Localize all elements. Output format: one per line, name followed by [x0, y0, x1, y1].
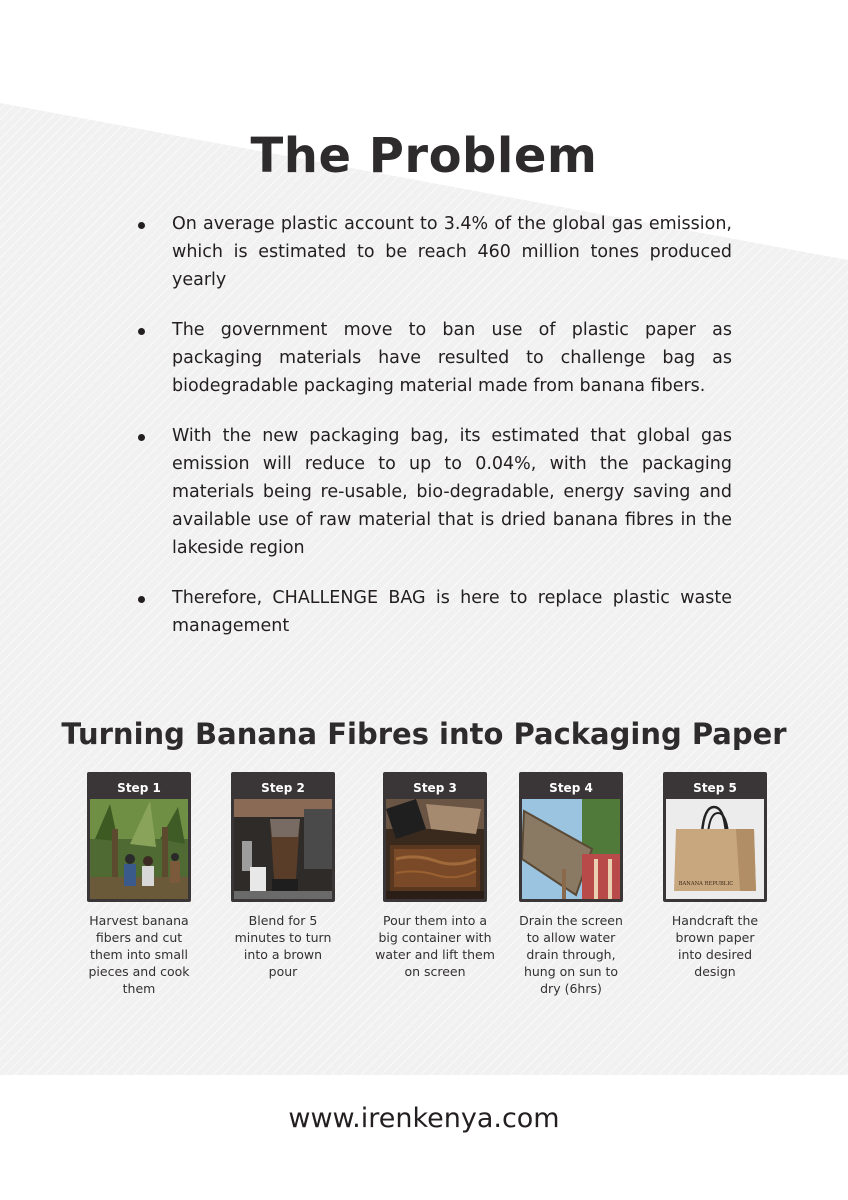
step-card — [231, 772, 335, 902]
bullet-dot — [138, 222, 145, 229]
paper-bag-photo — [666, 799, 764, 899]
step-card — [87, 772, 191, 902]
harvest-photo — [90, 799, 188, 899]
list-item — [132, 316, 732, 400]
step-label: Step 2 — [261, 781, 305, 795]
list-item — [132, 584, 732, 640]
process-step-2 — [230, 772, 336, 980]
website-url[interactable]: www.irenkenya.com — [288, 1103, 560, 1134]
bullet-text: On average plastic account to 3.4% of the global gas emission, which is estimated to be reach 460 million tones produced yearly — [172, 214, 732, 290]
blender-photo — [234, 799, 332, 899]
bullet-text: The government move to ban use of plastic paper as packaging materials have resulted to challenge bag as biodegradable packaging material made from banana fibers. — [172, 320, 732, 396]
step-label: Step 1 — [117, 781, 161, 795]
list-item — [132, 422, 732, 562]
step-label: Step 4 — [549, 781, 593, 795]
step-caption: Harvest banana fibers and cut them into small pieces and cook them — [88, 913, 190, 996]
step-card — [663, 772, 767, 902]
step-label: Step 5 — [693, 781, 737, 795]
process-step-1 — [86, 772, 192, 997]
step-caption: Handcraft the brown paper into desired design — [671, 913, 759, 979]
page-title: The Problem — [250, 128, 598, 184]
pouring-photo — [386, 799, 484, 899]
step-label: Step 3 — [413, 781, 457, 795]
step-caption: Pour them into a big container with water and lift them on screen — [375, 913, 495, 979]
bullet-text: With the new packaging bag, its estimated that global gas emission will reduce to up to 0.04%, with the packaging materials being re-usable, bio-degradable, energy saving and available use of raw material that is dried banana fibres in the lakeside region — [172, 426, 732, 558]
step-caption: Blend for 5 minutes to turn into a brown pour — [234, 913, 332, 979]
drying-screen-photo — [522, 799, 620, 899]
step-card — [519, 772, 623, 902]
bullet-dot — [138, 434, 145, 441]
problem-bullet-list — [132, 210, 732, 662]
process-step-3 — [375, 772, 495, 980]
bullet-text: Therefore, CHALLENGE BAG is here to replace plastic waste management — [172, 588, 732, 636]
list-item — [132, 210, 732, 294]
bullet-dot — [138, 596, 145, 603]
bullet-dot — [138, 328, 145, 335]
bag-logo-text: BANANA REPUBLIC — [678, 881, 734, 887]
process-step-5 — [662, 772, 768, 980]
step-caption: Drain the screen to allow water drain through, hung on sun to dry (6hrs) — [519, 913, 623, 996]
process-title: Turning Banana Fibres into Packaging Paper — [61, 717, 787, 751]
step-card — [383, 772, 487, 902]
process-step-4 — [513, 772, 629, 997]
